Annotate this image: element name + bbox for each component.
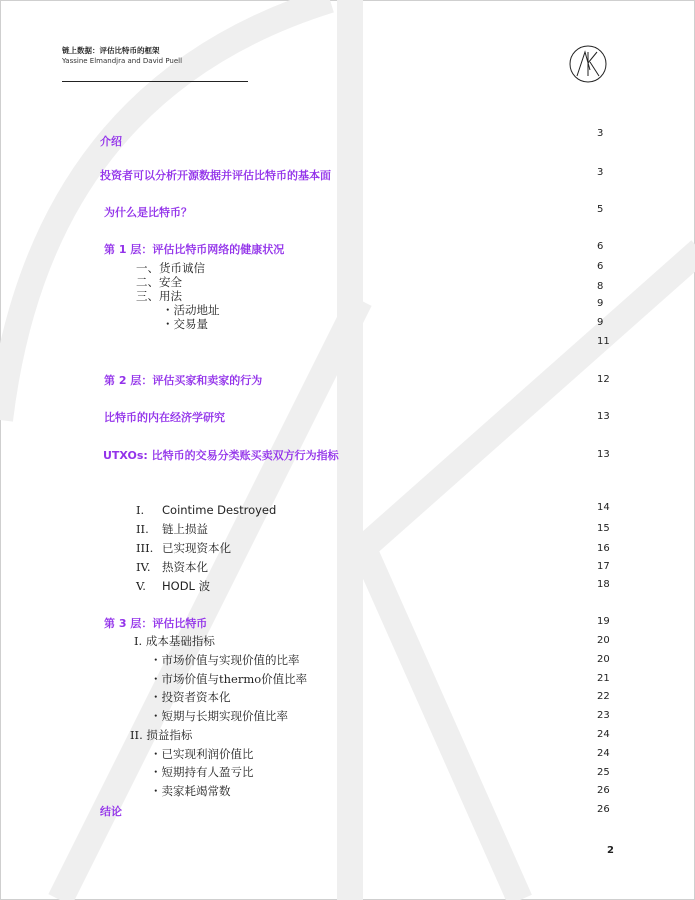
toc-item-conclusion[interactable]: 结论 <box>100 805 122 818</box>
toc-subitem[interactable]: ・短期持有人盈亏比 <box>150 765 254 779</box>
toc-item-investors[interactable]: 投资者可以分析开源数据并评估比特币的基本面 <box>100 169 331 182</box>
toc-subitem[interactable]: I. 成本基础指标 <box>134 634 215 648</box>
toc-page: 26 <box>597 785 610 796</box>
toc-item-layer2[interactable]: 第 2 层：评估买家和卖家的行为 <box>104 374 263 387</box>
toc-roman-item[interactable] <box>136 521 208 537</box>
roman-numeral: IV. <box>136 560 151 574</box>
toc-subitem[interactable]: ・短期与长期实现价值比率 <box>150 709 288 723</box>
toc-subitem[interactable]: ・已实现利润价值比 <box>150 747 254 761</box>
document-authors: Yassine Elmandjra and David Puell <box>62 57 183 65</box>
toc-roman-label: 已实现资本化 <box>162 541 231 555</box>
toc-item-layer3[interactable]: 第 3 层：评估比特币 <box>104 617 208 630</box>
toc-item-layer1[interactable]: 第 1 层：评估比特币网络的健康状况 <box>104 243 285 256</box>
toc-roman-item[interactable] <box>136 540 231 556</box>
toc-subitem[interactable]: 三、用法 <box>136 289 182 303</box>
toc-page: 9 <box>597 298 604 309</box>
toc-subitem[interactable]: 二、安全 <box>136 275 182 289</box>
roman-numeral: II. <box>136 522 149 536</box>
toc-page: 22 <box>597 691 610 702</box>
toc-page: 12 <box>597 374 610 385</box>
toc-page: 17 <box>597 561 610 572</box>
toc-page: 14 <box>597 502 610 513</box>
toc-page: 23 <box>597 710 610 721</box>
footer-page-number: 2 <box>607 845 614 856</box>
document-title: 链上数据：评估比特币的框架 <box>62 46 160 55</box>
toc-item-economics[interactable]: 比特币的内在经济学研究 <box>104 411 225 424</box>
toc-subitem[interactable]: ・市场价值与thermo价值比率 <box>150 672 308 686</box>
roman-numeral: I. <box>136 503 145 517</box>
toc-page: 9 <box>597 317 604 328</box>
toc-page: 26 <box>597 804 610 815</box>
roman-numeral: III. <box>136 541 154 555</box>
toc-page: 20 <box>597 654 610 665</box>
toc-page: 18 <box>597 579 610 590</box>
toc-subitem[interactable]: ・投资者资本化 <box>150 690 231 704</box>
header-divider <box>62 81 248 82</box>
toc-roman-label: Cointime Destroyed <box>162 503 277 517</box>
toc-subitem[interactable]: ・活动地址 <box>162 303 220 317</box>
toc-subitem[interactable]: 一、货币诚信 <box>136 261 205 275</box>
toc-roman-item[interactable] <box>136 503 276 517</box>
toc-roman-label: 热资本化 <box>162 560 208 574</box>
toc-roman-label: 链上损益 <box>162 522 208 536</box>
toc-page: 8 <box>597 281 604 292</box>
toc-item-why-bitcoin[interactable]: 为什么是比特币？ <box>104 206 192 219</box>
toc-page: 3 <box>597 128 604 139</box>
toc-page: 6 <box>597 261 604 272</box>
toc-page: 24 <box>597 729 610 740</box>
toc-roman-item[interactable] <box>136 559 208 575</box>
toc-subitem[interactable]: ・市场价值与实现价值的比率 <box>150 653 300 667</box>
ark-logo-icon <box>568 44 608 84</box>
toc-page: 16 <box>597 543 610 554</box>
toc-page: 19 <box>597 616 610 627</box>
toc-page: 21 <box>597 673 610 684</box>
toc-page: 3 <box>597 167 604 178</box>
toc-item-utxos[interactable]: UTXOs: 比特币的交易分类账买卖双方行为指标 <box>103 449 339 462</box>
toc-page: 25 <box>597 767 610 778</box>
toc-subitem[interactable]: II. 损益指标 <box>130 728 193 742</box>
toc-page: 13 <box>597 411 610 422</box>
toc-page: 15 <box>597 523 610 534</box>
toc-page: 20 <box>597 635 610 646</box>
toc-page: 5 <box>597 204 604 215</box>
toc-subitem[interactable]: ・卖家耗竭常数 <box>150 784 231 798</box>
toc-page: 13 <box>597 449 610 460</box>
toc-page: 24 <box>597 748 610 759</box>
toc-item-intro[interactable]: 介绍 <box>100 135 122 148</box>
toc-roman-item[interactable] <box>136 578 210 594</box>
toc-subitem[interactable]: ・交易量 <box>162 317 208 331</box>
roman-numeral: V. <box>136 579 146 593</box>
toc-roman-label: HODL 波 <box>162 579 211 593</box>
toc-page: 6 <box>597 241 604 252</box>
toc-page: 11 <box>597 336 610 347</box>
